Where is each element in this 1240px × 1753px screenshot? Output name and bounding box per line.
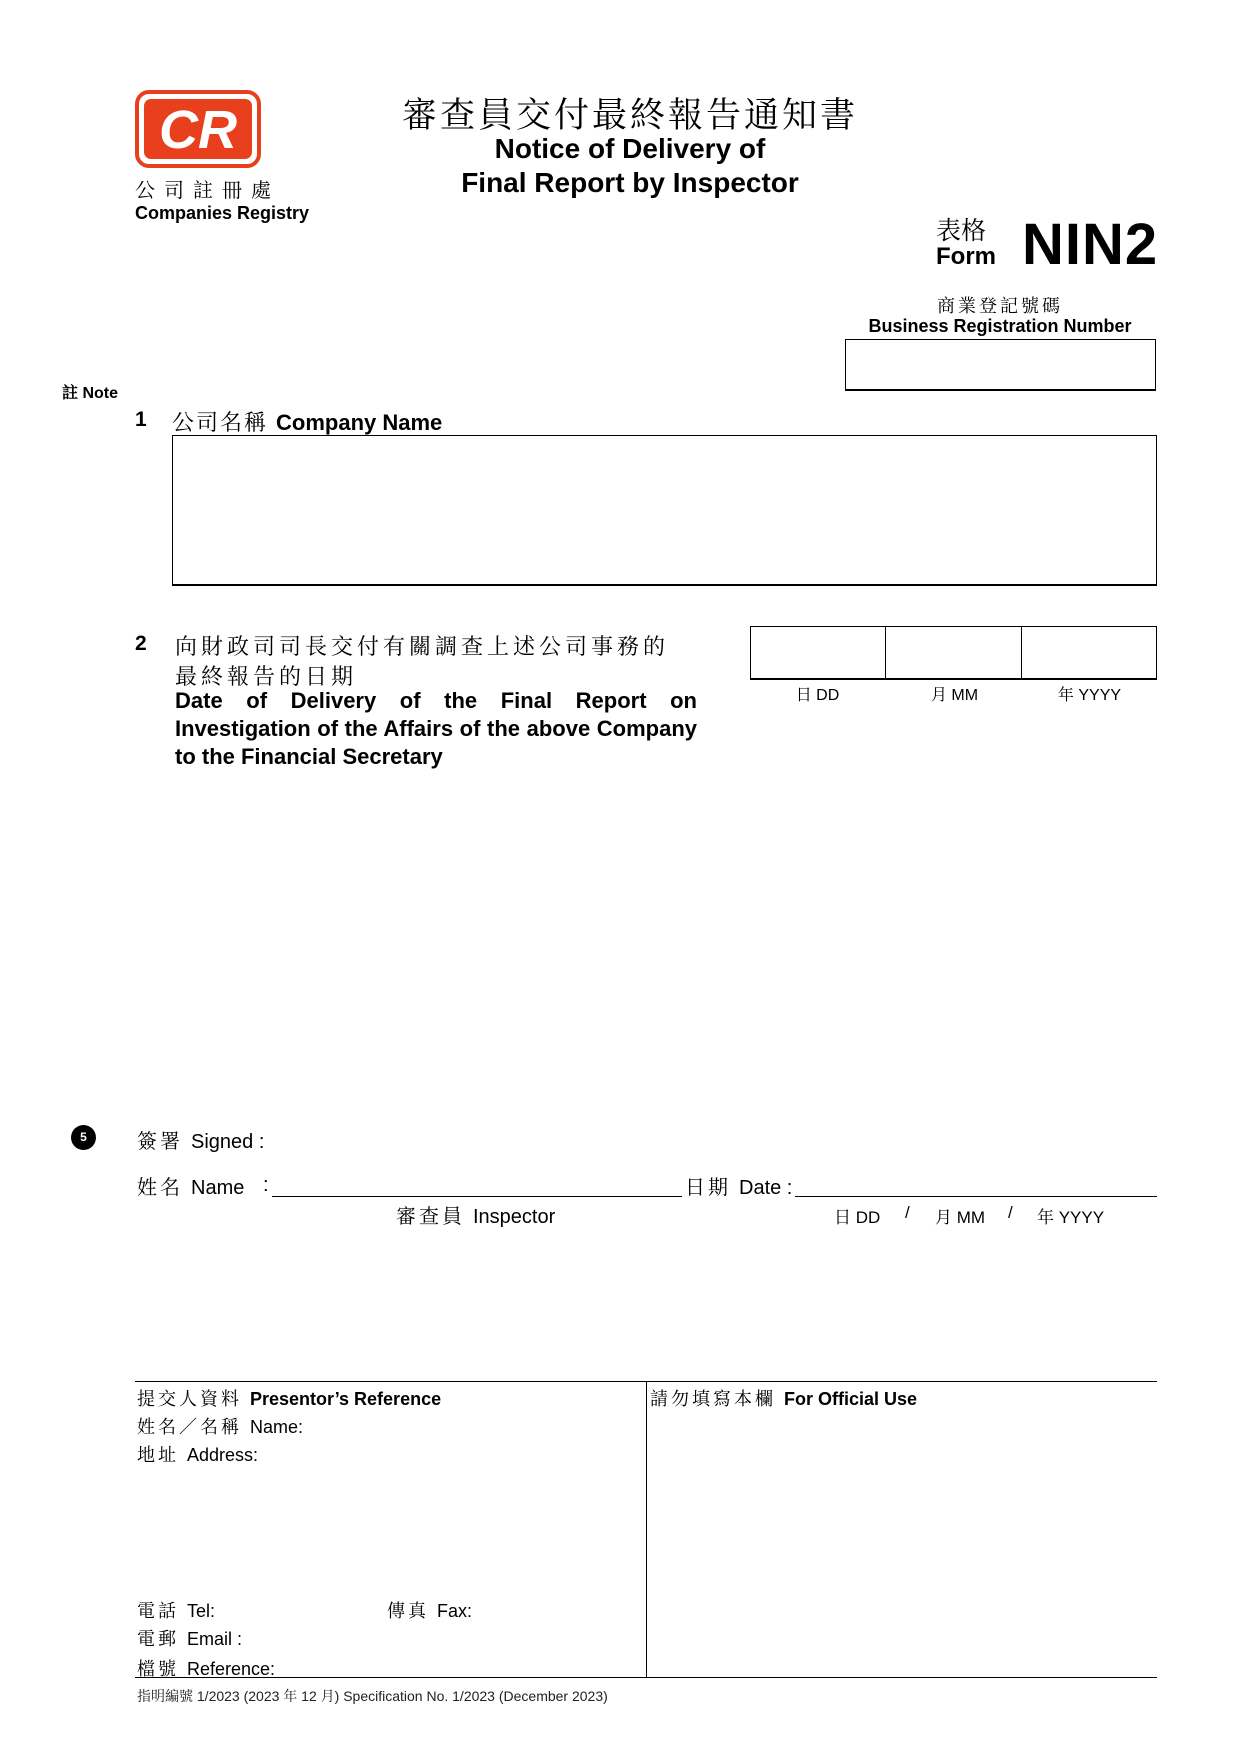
presentor-reference-field[interactable]	[137, 1655, 275, 1681]
sign-date-separator-1: /	[905, 1203, 910, 1222]
delivery-date-day-box[interactable]	[751, 627, 886, 678]
sign-date-line[interactable]	[795, 1196, 1157, 1197]
name-label	[137, 1171, 244, 1200]
bottom-section-divider	[646, 1381, 647, 1677]
presentor-title-en: Presentor’s Reference	[250, 1389, 442, 1409]
bottom-section-bottom-rule	[135, 1677, 1157, 1678]
inspector-caption	[396, 1200, 555, 1229]
form-label-en: Form	[936, 243, 996, 270]
company-name-label-zh: 公司名稱	[172, 410, 269, 435]
presentor-ref-zh: 檔號	[137, 1659, 179, 1679]
sign-date-label-zh: 日期	[685, 1177, 731, 1199]
official-use-title	[650, 1385, 917, 1411]
delivery-date-day-label: 日 DD	[795, 687, 840, 704]
registry-name-zh: 公司註冊處	[135, 180, 280, 202]
form-label-zh: 表格	[936, 217, 987, 245]
signed-label-zh: 簽署	[137, 1131, 183, 1153]
registry-name-en: Companies Registry	[135, 203, 310, 223]
inspector-name-line[interactable]	[272, 1196, 682, 1197]
form-code: NIN2	[1022, 212, 1159, 277]
delivery-date-label-zh-line2: 最終報告的日期	[175, 664, 358, 689]
delivery-date-boxes	[750, 626, 1157, 680]
presentor-email-en: Email :	[187, 1629, 243, 1649]
sign-date-day-label: 日 DD	[834, 1208, 881, 1227]
name-label-en: Name	[191, 1177, 245, 1199]
presentor-reference-title	[137, 1385, 441, 1411]
presentor-address-en: Address:	[187, 1445, 259, 1465]
brn-input-box[interactable]	[845, 339, 1156, 391]
logo-text: CR	[159, 100, 237, 160]
company-name-label-en: Company Name	[276, 410, 443, 435]
sign-date-label-en: Date :	[739, 1177, 793, 1199]
signed-label	[137, 1125, 264, 1154]
sign-date-year-label: 年 YYYY	[1037, 1208, 1105, 1227]
official-use-en: For Official Use	[784, 1389, 918, 1409]
brn-label-zh: 商業登記號碼	[937, 296, 1063, 316]
form-title-zh: 審查員交付最終報告通知書	[401, 96, 858, 136]
presentor-fax-en: Fax:	[437, 1601, 473, 1621]
delivery-date-label-zh-line1: 向財政司司長交付有關調查上述公司事務的	[175, 634, 670, 659]
presentor-email-field[interactable]	[137, 1625, 242, 1651]
section-1-number: 1	[135, 408, 147, 431]
presentor-tel-field[interactable]	[137, 1597, 215, 1623]
presentor-ref-en: Reference:	[187, 1659, 276, 1679]
brn-label-en: Business Registration Number	[868, 316, 1132, 336]
section-1-label	[172, 406, 442, 437]
presentor-name-field[interactable]	[137, 1413, 303, 1439]
name-label-zh: 姓名	[137, 1177, 183, 1199]
note-5-badge: 5	[71, 1125, 96, 1150]
sign-date-separator-2: /	[1008, 1203, 1013, 1222]
form-title-en-line1: Notice of Delivery of	[494, 133, 766, 164]
presentor-address-field[interactable]	[137, 1441, 258, 1467]
presentor-name-en: Name:	[250, 1417, 304, 1437]
companies-registry-logo	[135, 90, 261, 168]
inspector-caption-zh: 審查員	[396, 1206, 465, 1228]
delivery-date-label-en: Date of Delivery of the Final Report on Investigation of the Affairs of the above Company to the Financial Secretary	[175, 688, 697, 769]
presentor-title-zh: 提交人資料	[137, 1389, 242, 1409]
presentor-name-zh: 姓名／名稱	[137, 1417, 242, 1437]
presentor-tel-zh: 電話	[137, 1601, 179, 1621]
presentor-fax-field[interactable]	[387, 1597, 472, 1623]
sign-date-month-label: 月 MM	[935, 1208, 986, 1227]
official-use-zh: 請勿填寫本欄	[650, 1389, 776, 1409]
specification-footer: 指明編號 1/2023 (2023 年 12 月) Specification No. 1/2023 (December 2023)	[137, 1688, 608, 1704]
name-colon: :	[263, 1174, 269, 1196]
presentor-fax-zh: 傳真	[387, 1601, 429, 1621]
inspector-caption-en: Inspector	[473, 1206, 556, 1228]
sign-date-label	[685, 1171, 792, 1200]
signed-label-en: Signed :	[191, 1131, 265, 1153]
delivery-date-year-label: 年 YYYY	[1057, 687, 1122, 704]
presentor-address-zh: 地址	[137, 1445, 179, 1465]
company-name-input-box[interactable]	[172, 435, 1157, 586]
form-title-en-line2: Final Report by Inspector	[461, 167, 799, 198]
delivery-date-month-box[interactable]	[886, 627, 1021, 678]
section-2-number: 2	[135, 632, 147, 655]
note-label: 註 Note	[62, 385, 119, 402]
delivery-date-year-box[interactable]	[1022, 627, 1156, 678]
delivery-date-month-label: 月 MM	[930, 687, 979, 704]
presentor-email-zh: 電郵	[137, 1629, 179, 1649]
presentor-tel-en: Tel:	[187, 1601, 216, 1621]
